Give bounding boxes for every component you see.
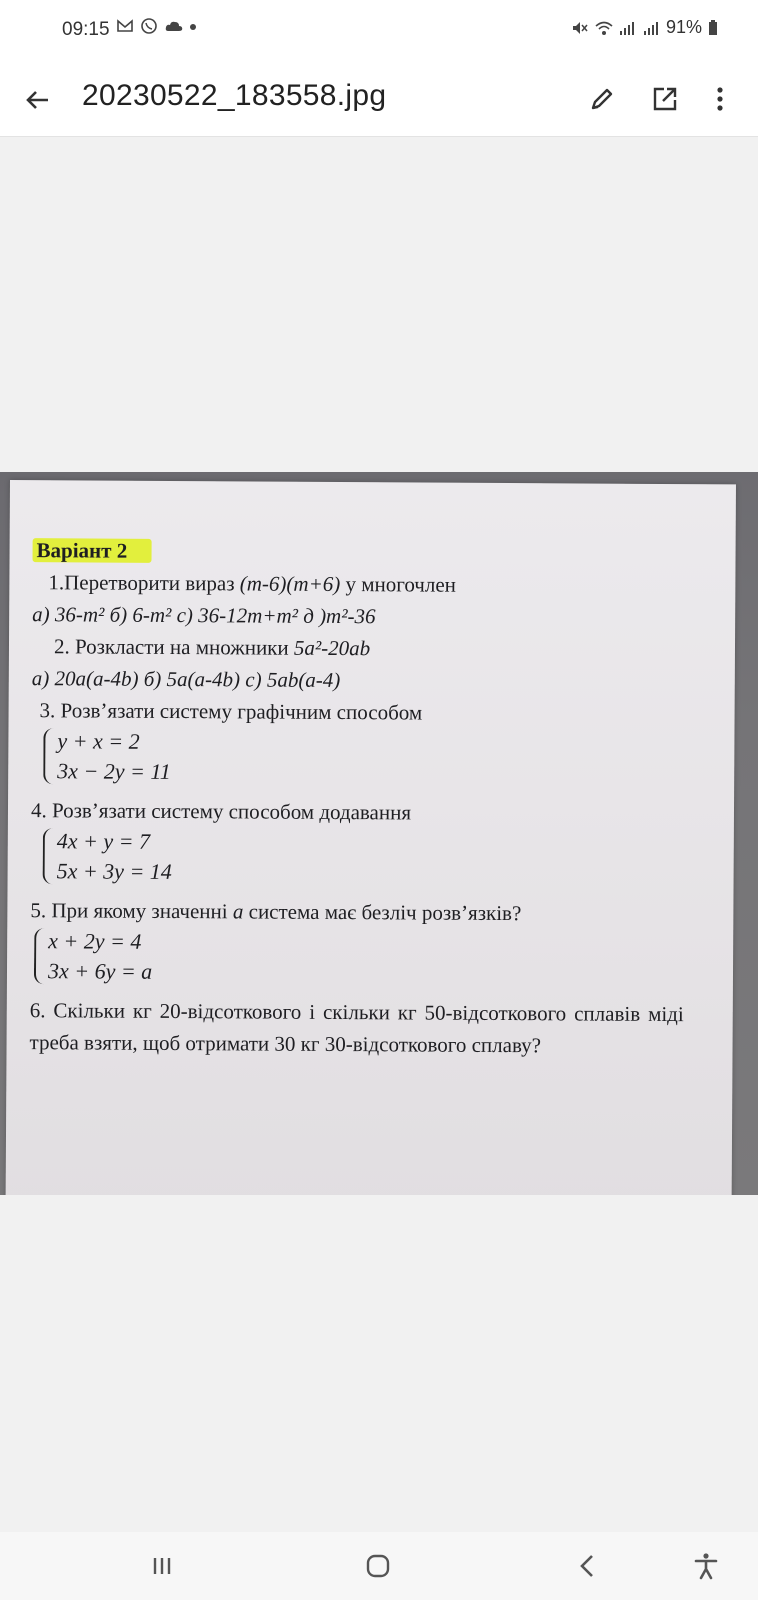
arrow-left-icon[interactable]	[22, 84, 54, 116]
variant-heading: Варіант 2	[32, 538, 151, 563]
more-vert-icon[interactable]	[703, 82, 737, 116]
paper-sheet	[6, 480, 736, 1195]
task-1-options: а) 36-m² б) 6-m² с) 36-12m+m² д )m²-36	[32, 602, 376, 629]
open-external-icon[interactable]	[648, 82, 682, 116]
signal-icon	[618, 19, 636, 37]
task-1: 1.Перетворити вираз (m-6)(m+6) у многочлен	[48, 570, 457, 597]
battery-percent: 91%	[665, 17, 702, 37]
image-viewer[interactable]	[0, 137, 758, 1532]
equation: 5x + 3y = 14	[56, 858, 172, 884]
status-bar	[0, 0, 758, 62]
equation: 3x − 2y = 11	[57, 758, 171, 784]
home-icon[interactable]	[362, 1550, 394, 1582]
worksheet-text	[29, 534, 692, 1062]
brace	[34, 928, 46, 984]
accessibility-icon[interactable]	[690, 1550, 722, 1582]
equation: y + x = 2	[57, 728, 140, 754]
document-photo[interactable]	[0, 472, 758, 1195]
dot-icon	[188, 17, 198, 35]
cloud-icon	[164, 17, 182, 35]
task-5: 5. При якому значенні a система має безліч розв’язків?	[30, 898, 522, 926]
edit-icon[interactable]	[585, 82, 619, 116]
task-6: 6. Скільки кг 20-відсоткового і скільки кг 50-відсоткового сплавів міді треба взяти, щоб отримати 30 кг 30-відсоткового сплаву?	[29, 998, 684, 1058]
equation: 3x + 6y = a	[47, 958, 153, 984]
mute-icon	[570, 19, 588, 37]
task-2-options: а) 20a(a-4b) б) 5a(a-4b) с) 5ab(a-4)	[31, 666, 341, 693]
viber-icon	[140, 17, 158, 35]
signal-icon	[642, 19, 660, 37]
equation: 4x + y = 7	[56, 828, 151, 854]
back-icon[interactable]	[572, 1550, 604, 1582]
wifi-icon	[594, 19, 612, 37]
brace	[43, 728, 55, 784]
status-time: 09:15	[62, 19, 110, 40]
battery-icon	[708, 19, 718, 37]
task-2: 2. Розкласти на множники 5a²-20ab	[53, 634, 371, 661]
equation: x + 2y = 4	[48, 928, 142, 954]
file-title: 20230522_183558.jpg	[82, 79, 387, 112]
gmail-icon	[116, 17, 134, 35]
app-bar	[0, 62, 758, 137]
recents-icon[interactable]	[146, 1550, 178, 1582]
task-4: 4. Розв’язати систему способом додавання	[30, 798, 412, 825]
brace	[43, 828, 55, 884]
task-3: 3. Розв’язати систему графічним способом	[39, 698, 423, 725]
task-5-system	[34, 926, 690, 994]
task-4-system	[42, 826, 690, 894]
system-nav-bar	[0, 1532, 758, 1600]
task-3-system	[43, 726, 691, 794]
